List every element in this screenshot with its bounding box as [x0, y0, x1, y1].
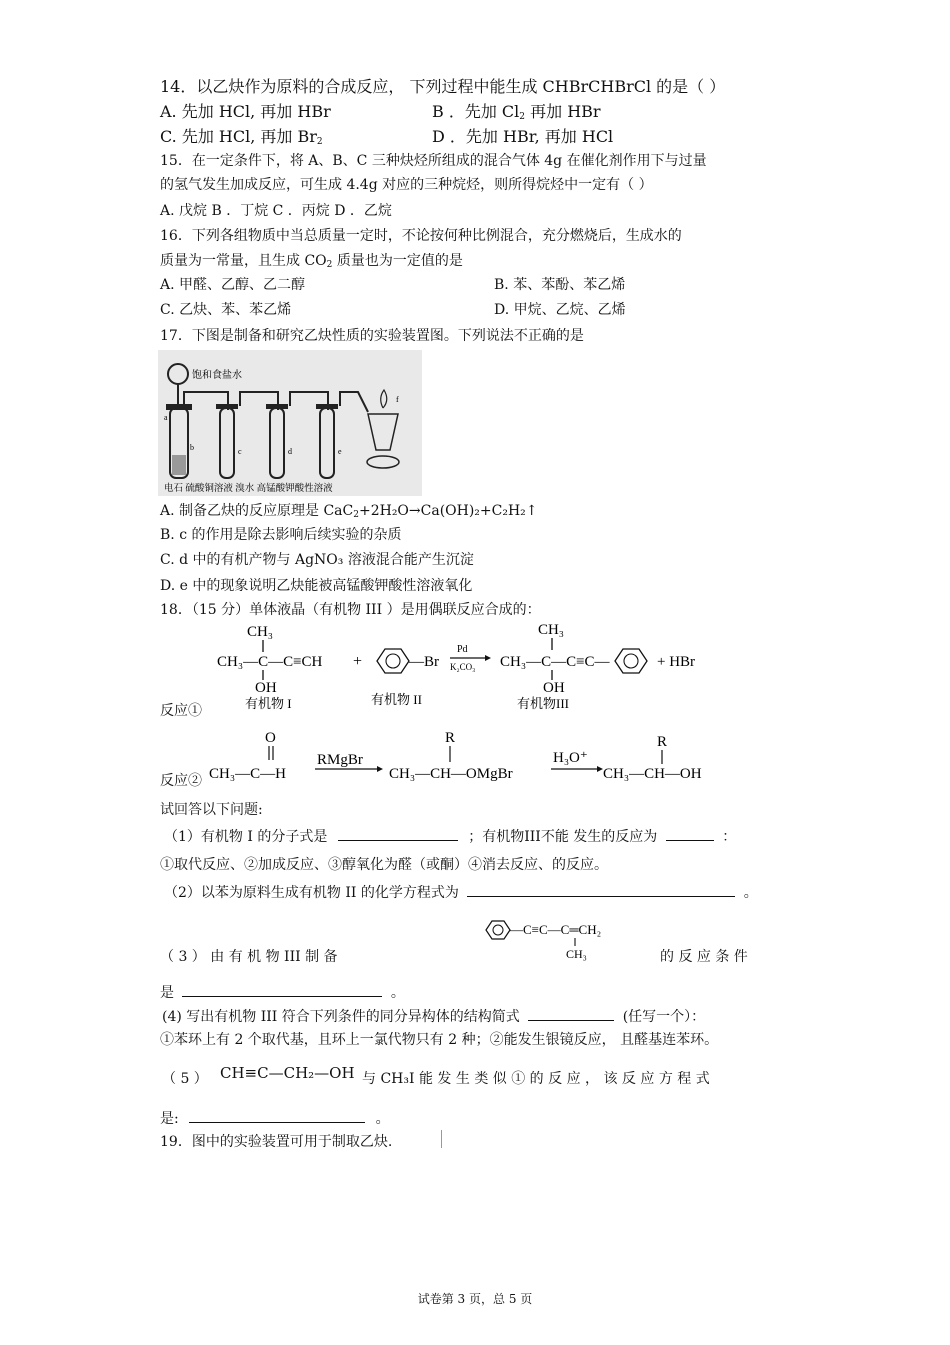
svg-text:R: R	[445, 730, 456, 746]
svg-text:CH₃—C—H: CH₃—C—H	[209, 766, 286, 782]
svg-text:CH₃—C—C≡CH: CH₃—C—C≡CH	[217, 654, 323, 670]
svg-text:R: R	[657, 734, 668, 750]
q14-stem: 14．以乙炔作为原料的合成反应， 下列过程中能生成 CHBrCHBrCl 的是（ ）	[160, 77, 726, 96]
svg-text:CH₃—C—C≡C—: CH₃—C—C≡C—	[500, 654, 610, 670]
q17-stem: 17．下图是制备和研究乙炔性质的实验装置图。下列说法不正确的是	[160, 328, 584, 344]
svg-text:K₂CO₃: K₂CO₃	[450, 662, 476, 672]
q15-line1: 15．在一定条件下，将 A、B、C 三种炔烃所组成的混合气体 4g 在催化剂作用下与过量	[160, 153, 707, 169]
svg-text:b: b	[190, 443, 194, 452]
svg-text:OH: OH	[255, 680, 277, 696]
q16-line1: 16．下列各组物质中当总质量一定时，不论按何种比例混合，充分燃烧后，生成水的	[160, 228, 682, 244]
svg-text:Pd: Pd	[457, 644, 468, 655]
q17-option-b: B. c 的作用是除去影响后续实验的杂质	[160, 527, 402, 543]
part3-target-structure	[482, 916, 652, 962]
figure-top-label: 饱和食盐水	[192, 370, 242, 381]
q17-option-a: A. 制备乙炔的反应原理是 CaC$_2$+2H₂O→Ca(OH)₂+C₂H₂↑	[160, 503, 538, 520]
answer-blank-5[interactable]	[189, 1108, 365, 1123]
q18-part4-conditions: ①苯环上有 2 个取代基，且环上一氯代物只有 2 种；②能发生银镜反应， 且醛基连苯环。	[160, 1032, 719, 1048]
q18-part1-options: ①取代反应、②加成反应、③醇氧化为醛（或酮）④消去反应、的反应。	[160, 857, 608, 873]
answer-blank-1a[interactable]	[338, 826, 458, 841]
q15-line2: 的氢气发生加成反应，可生成 4.4g 对应的三种烷烃，则所得烷烃中一定有（ ）	[160, 177, 653, 193]
propargyl-alcohol-structure: CH≡C—CH₂—OH	[220, 1064, 355, 1082]
svg-text:—Br: —Br	[409, 654, 439, 670]
q18-part2: （2）以苯为原料生成有机物 II 的化学方程式为 。	[164, 882, 758, 902]
divider	[441, 1130, 442, 1148]
svg-text:OH: OH	[543, 680, 565, 696]
q18-part5-lead: （ 5 ）	[162, 1071, 208, 1087]
q18-part3-answer: 是 。	[160, 982, 405, 1002]
answer-blank-2[interactable]	[467, 882, 735, 897]
reaction-2-scheme	[205, 726, 735, 788]
q15-options: A. 戊烷 B ．丁烷 C ．丙烷 D ．乙烷	[160, 203, 392, 219]
svg-text:RMgBr: RMgBr	[317, 752, 363, 768]
q18-stem: 18．（15 分）单体液晶（有机物 III ）是用偶联反应合成的：	[160, 602, 541, 618]
q16-option-a: A. 甲醛、乙醇、乙二醇	[160, 277, 306, 293]
q18-part1: （1）有机物 I 的分子式是 ；有机物III不能 发生的反应为 ：	[164, 826, 736, 846]
compound-III-label: 有机物III	[517, 696, 569, 711]
q18-part5-tail: 与 CH₃I 能 发 生 类 似 ① 的 反 应 ， 该 反 应 方 程 式	[362, 1071, 710, 1087]
answer-blank-3[interactable]	[182, 982, 382, 997]
svg-text:O: O	[265, 730, 276, 746]
q14-option-a: A. 先加 HCl, 再加 HBr	[160, 102, 331, 121]
compound-I-label: 有机物 I	[245, 696, 292, 711]
q16-option-d: D. 甲烷、乙烷、乙烯	[494, 302, 626, 318]
compound-II-label: 有机物 II	[371, 692, 422, 707]
svg-text:—C≡C—C═CH₂: —C≡C—C═CH₂	[510, 922, 602, 937]
reaction-1-label: 反应①	[160, 703, 202, 719]
q14-option-b: B ．先加 $Cl_2$ 再加 HBr	[432, 102, 601, 122]
page-footer: 试卷第 3 页，总 5 页	[417, 1292, 533, 1306]
svg-text:CH₃: CH₃	[566, 947, 587, 961]
svg-text:H₃O⁺: H₃O⁺	[553, 750, 588, 766]
q18-part4: (4) 写出有机物 III 符合下列条件的同分异构体的结构简式 (任写一个）：	[162, 1006, 705, 1026]
svg-text:d: d	[288, 447, 292, 456]
svg-text:c: c	[238, 447, 242, 456]
q17-option-d: D. e 中的现象说明乙炔能被高锰酸钾酸性溶液氧化	[160, 578, 473, 594]
q18-part5-answer: 是: 。	[160, 1108, 390, 1128]
svg-text:CH₃: CH₃	[246, 624, 274, 640]
svg-text:+: +	[353, 653, 363, 670]
svg-text:f: f	[396, 395, 399, 404]
q19-stem: 19．图中的实验装置可用于制取乙炔.	[160, 1134, 393, 1150]
q16-line2: 质量为一常量，且生成 $CO_2$ 质量也为一定值的是	[160, 253, 463, 270]
q18-part3-lead: （ 3 ） 由 有 机 物 III 制 备	[160, 949, 338, 965]
q16-option-c: C. 乙炔、苯、苯乙烯	[160, 302, 292, 318]
q14-option-d: D ．先加 HBr, 再加 HCl	[432, 127, 614, 146]
svg-text:CH₃—CH—OMgBr: CH₃—CH—OMgBr	[389, 766, 513, 782]
q14-option-c: C. 先加 HCl, 再加 $Br_2$	[160, 127, 323, 147]
svg-text:e: e	[338, 447, 342, 456]
svg-text:a: a	[164, 413, 168, 422]
reaction-1-scheme	[205, 620, 735, 712]
q18-intro: 试回答以下问题:	[160, 802, 263, 818]
q16-option-b: B. 苯、苯酚、苯乙烯	[494, 277, 626, 293]
figure-bottom-label: 电石 硫酸铜溶液 溴水 高锰酸钾酸性溶液	[164, 484, 333, 494]
answer-blank-4[interactable]	[528, 1006, 614, 1021]
acetylene-apparatus-figure	[158, 350, 422, 496]
svg-text:CH₃—CH—OH: CH₃—CH—OH	[603, 766, 702, 782]
svg-text:+ HBr: + HBr	[657, 654, 696, 670]
answer-blank-1b[interactable]	[666, 826, 714, 841]
reaction-2-label: 反应②	[160, 773, 202, 789]
q17-option-c: C. d 中的有机产物与 AgNO₃ 溶液混合能产生沉淀	[160, 552, 474, 568]
svg-text:CH₃: CH₃	[537, 622, 565, 638]
q18-part3-tail: 的 反 应 条 件	[660, 949, 748, 965]
